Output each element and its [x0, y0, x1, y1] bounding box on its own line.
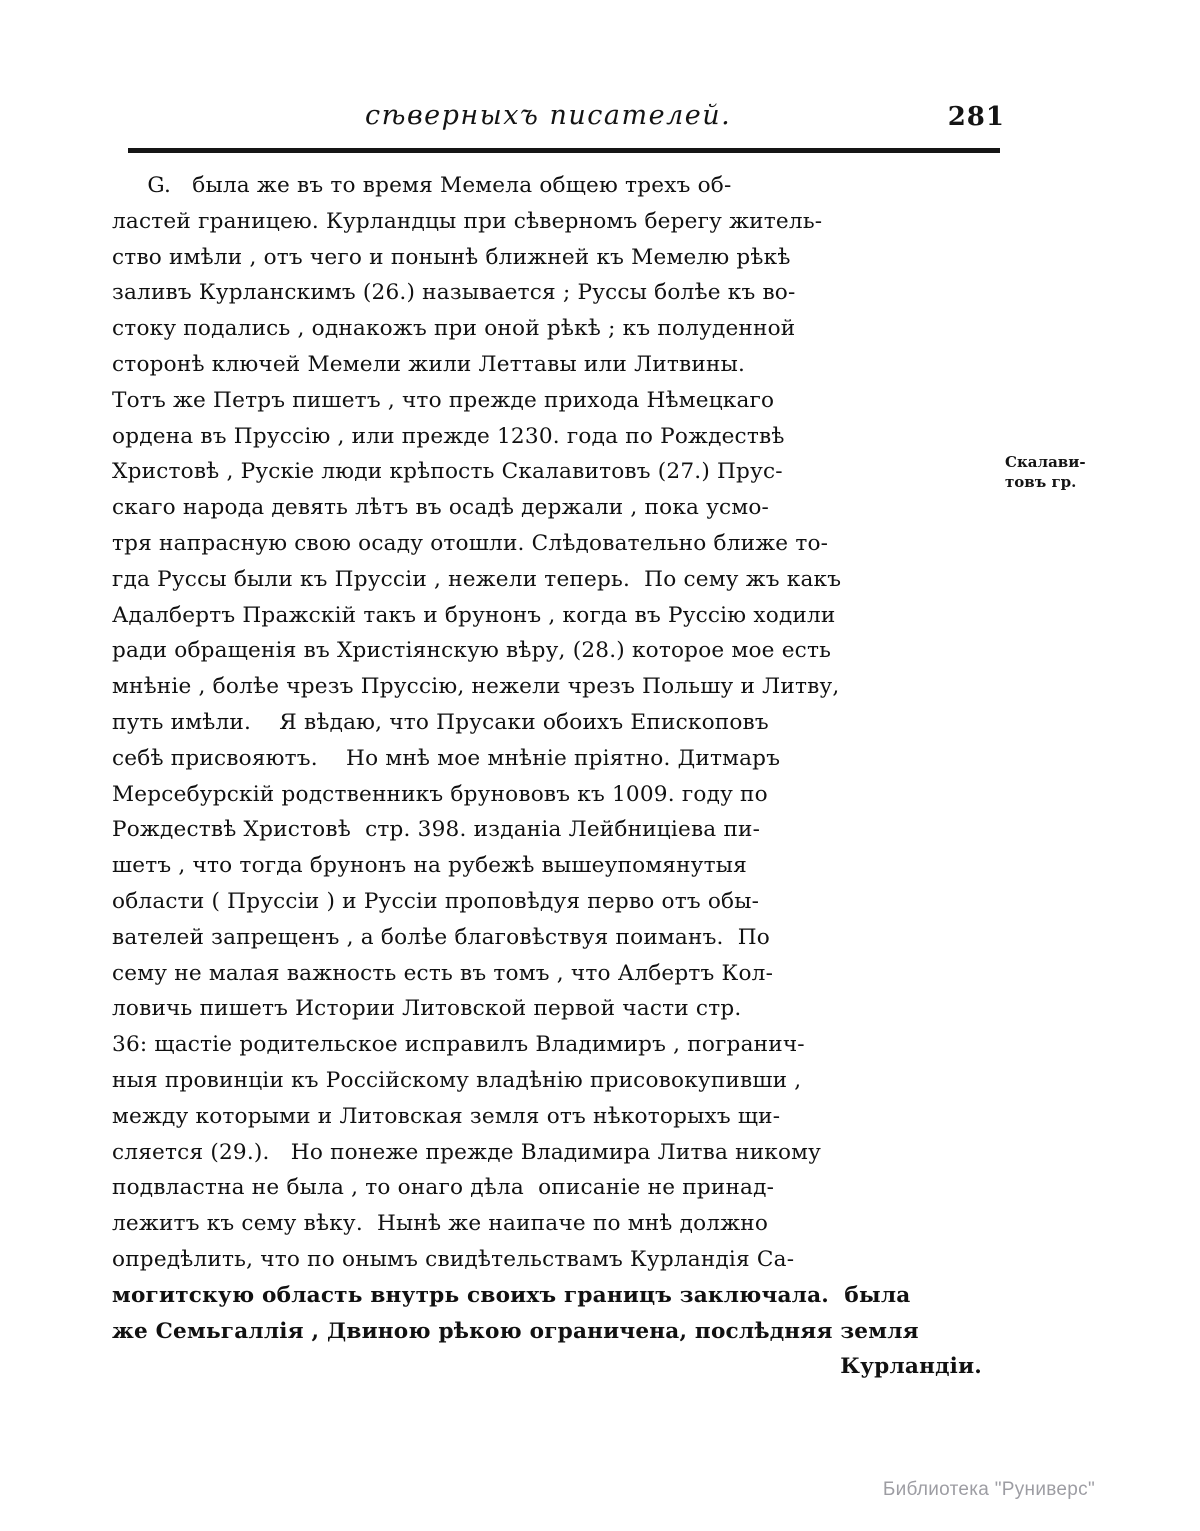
- text-line: себѣ присвояютъ. Но мнѣ мое мнѣніе пріятно. Дитмаръ: [112, 745, 781, 771]
- closing-line: Курландіи.: [840, 1354, 982, 1380]
- text-line: 36: щастіе родительское исправилъ Владимиръ , погранич-: [112, 1032, 805, 1058]
- library-watermark: Библиотека "Руниверс": [882, 1479, 1095, 1500]
- text-line: путь имѣли. Я вѣдаю, что Прусаки обоихъ Епископовъ: [112, 709, 769, 735]
- text-line: скаго народа девять лѣтъ въ осадѣ держали , пока усмо-: [112, 495, 770, 521]
- running-title: сѣверныхъ писателей.: [365, 100, 732, 131]
- text-line: Тотъ же Петръ пишетъ , что прежде прихода Нѣмецкаго: [112, 387, 775, 413]
- text-line: могитскую область внутрь своихъ границъ заключала. была: [112, 1282, 911, 1308]
- header-rule: [128, 148, 1000, 153]
- text-line: ордена въ Пруссію , или прежде 1230. года по Рождествѣ: [112, 423, 785, 449]
- text-line: ство имѣли , отъ чего и понынѣ ближней къ Мемелю рѣкѣ: [112, 244, 791, 270]
- text-line: тря напрасную свою осаду отошли. Слѣдовательно ближе то-: [112, 530, 829, 556]
- text-line: сляется (29.). Но понеже прежде Владимира Литва никому: [112, 1139, 822, 1165]
- text-line: области ( Пруссіи ) и Руссіи проповѣдуя перво отъ обы-: [112, 888, 760, 914]
- text-line: подвластна не была , то онаго дѣла описаніе не принад-: [112, 1175, 775, 1201]
- text-line: опредѣлить, что по онымъ свидѣтельствамъ Курландія Са-: [112, 1246, 795, 1272]
- text-line: гда Руссы были къ Пруссіи , нежели теперь. По сему жъ какъ: [112, 566, 842, 592]
- text-line: вателей запрещенъ , а болѣе благовѣствуя поиманъ. По: [112, 924, 770, 950]
- marginal-note-line: товъ гр.: [1005, 473, 1077, 491]
- text-line: ловичь пишетъ Истории Литовской первой части стр.: [112, 996, 742, 1022]
- body-text: [112, 168, 1002, 1385]
- text-line: Адалбертъ Пражскій такъ и брунонъ , когда въ Руссію ходили: [112, 602, 836, 628]
- text-line: же Семьгаллія , Двиною рѣкою ограничена, послѣдняя земля: [112, 1318, 919, 1344]
- text-line: стоку подались , однакожъ при оной рѣкѣ ; къ полуденной: [112, 316, 796, 342]
- page-header: [125, 100, 1005, 140]
- body-paragraph: [112, 168, 1002, 1385]
- text-line: заливъ Курланскимъ (26.) называется ; Руссы болѣе къ во-: [112, 280, 796, 306]
- marginal-note-line: Скалави-: [1005, 453, 1086, 471]
- text-line: сему не малая важность есть въ томъ , что Албертъ Кол-: [112, 960, 774, 986]
- text-line: сторонѣ ключей Мемели жили Леттавы или Литвины.: [112, 351, 746, 377]
- marginal-note: [1005, 452, 1125, 492]
- text-line: шетъ , что тогда брунонъ на рубежѣ вышеупомянутыя: [112, 853, 747, 879]
- text-line: ныя провинціи къ Россійскому владѣнію присовокупивши ,: [112, 1067, 802, 1093]
- text-line: лежитъ къ сему вѣку. Нынѣ же наипаче по мнѣ должно: [112, 1211, 769, 1237]
- text-line: Мерсебурскій родственникъ брунововъ къ 1009. году по: [112, 781, 768, 807]
- text-line: Рождествѣ Христовѣ стр. 398. изданіа Лейбниціева пи-: [112, 817, 761, 843]
- text-line: Христовѣ , Рускіе люди крѣпость Скалавитовъ (27.) Прус-: [112, 459, 783, 485]
- text-line: ластей границею. Курландцы при сѣверномъ берегу житель-: [112, 208, 823, 234]
- page-number: 281: [947, 102, 1005, 132]
- text-line: G. была же въ то время Мемела общею трехъ об-: [112, 173, 732, 198]
- text-line: мнѣніе , болѣе чрезъ Пруссію, нежели чрезъ Польшу и Литву,: [112, 674, 840, 700]
- text-line: между которыми и Литовская земля отъ нѣкоторыхъ щи-: [112, 1103, 781, 1129]
- text-line: ради обращенія въ Христіянскую вѣру, (28.) которое мое есть: [112, 638, 832, 664]
